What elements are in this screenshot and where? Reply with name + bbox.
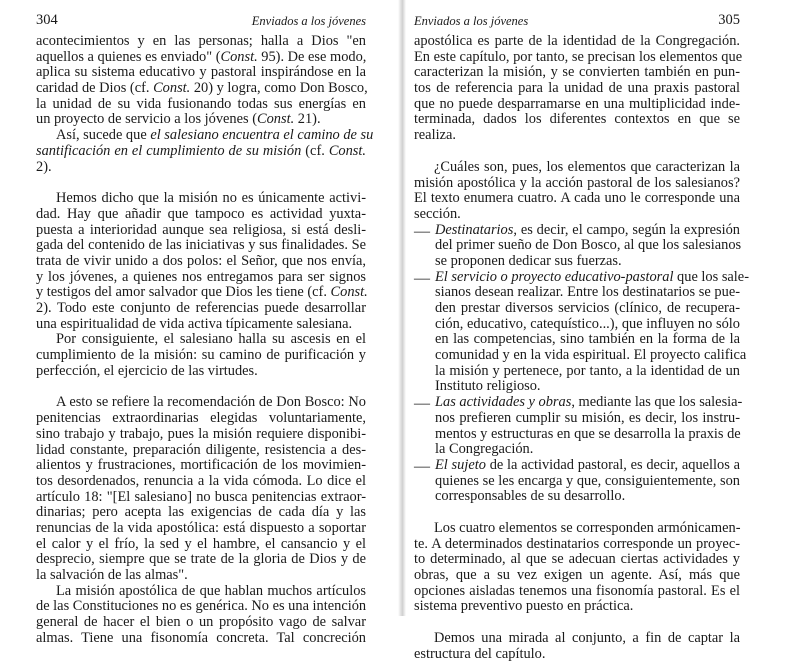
text-line: caracterizan la misión, y se convierten también en pun- <box>414 64 740 81</box>
text-line: Hemos dicho que la misión no es únicamente activi- <box>56 190 366 207</box>
text-line: aquellos a quienes es enviado" (Const. 95). De ese modo, <box>36 48 367 65</box>
text-line: corresponsables de su desarrollo. <box>435 488 626 505</box>
text-line: una espiritualidad de vida activa típicamente salesiana. <box>36 315 353 332</box>
list-dash: — <box>414 395 430 413</box>
list-item <box>414 268 749 396</box>
left-page-body <box>36 33 374 646</box>
text-line: lidad constante, preparación diligente, resistencia a des- <box>36 441 366 458</box>
text-line: sistema preventivo puesto en práctica. <box>414 598 634 615</box>
book-gutter <box>398 0 406 616</box>
list-dash: — <box>414 457 430 475</box>
text-line: de las Constituciones no es genérica. No es una intención <box>36 598 367 615</box>
list-dash: — <box>414 269 430 287</box>
right-page <box>414 0 749 662</box>
text-line: gada del contenido de las iniciativas y sus finalidades. Se <box>36 237 366 254</box>
text-line: santificación en el cumplimiento de su misión (cf. Const. <box>36 142 366 159</box>
text-line: dad. Hay que añadir que tampoco es actividad yuxta- <box>36 205 366 222</box>
text-line: obras, que a su vez exigen un agente. Así, más que <box>414 567 740 583</box>
text-line: trata de vivir unido a dos polos: el Señor, que nos envía, <box>36 252 366 269</box>
text-line: Los cuatro elementos se corresponden armónicamen- <box>434 519 741 536</box>
text-line: realiza. <box>414 127 456 144</box>
text-line: En este capítulo, por tanto, se precisan los elementos que <box>414 48 743 65</box>
text-line: mentos y estructuras en que se desarrolla la praxis de <box>435 425 741 442</box>
text-line: la Congregación. <box>435 441 534 458</box>
text-line: La misión apostólica de que hablan muchos artículos <box>56 582 366 599</box>
left-page-header <box>36 12 366 30</box>
text-line: artículo 18: "[El salesiano] no busca penitencias extraor- <box>36 488 366 505</box>
text-line: Por consiguiente, el salesiano halla su ascesis en el <box>56 331 366 348</box>
text-line: aplica su sistema educativo y pastoral inspirándose en la <box>36 64 366 81</box>
list-item <box>414 458 740 505</box>
text-line: ción, educativo, catequístico...), que influyen no sólo <box>435 315 740 332</box>
text-line: del primer sueño de Don Bosco, al que los salesianos <box>435 237 742 254</box>
text-line: que no puede desparramarse en una multiplicidad inde- <box>414 95 740 112</box>
text-line: dinarias; pero acepta las exigencias de cada día y las <box>36 504 366 521</box>
text-line: Destinatarios, es decir, el campo, según la expresión <box>435 221 740 238</box>
right-page-header <box>414 12 740 30</box>
text-line: penitencias extraordinarias elegidas voluntariamente, <box>36 410 366 427</box>
text-line: terminada, dados los diferentes contextos en que se <box>414 111 740 128</box>
text-line: renuncias de la vida apostólica: está dispuesto a soportar <box>36 519 366 536</box>
text-line: nos prefieren cumplir su misión, es decir, los instru- <box>435 409 740 426</box>
text-line: Las actividades y obras, mediante las que los salesia- <box>435 394 743 411</box>
text-line: den prestar diversos servicios (clínico, de recupera- <box>435 300 740 316</box>
text-line: cumplimiento de la misión: su camino de purificación y <box>36 347 366 364</box>
text-line: almas. Tiene una fisonomía concreta. Tal concreción <box>36 629 366 646</box>
page-number: 304 <box>36 12 58 28</box>
text-line: misión apostólica y la acción pastoral de los salesianos? <box>414 174 740 191</box>
text-line: A esto se refiere la recomendación de Don Bosco: No <box>56 394 366 411</box>
text-line: y testigos del amor salvador que Dios les tiene (cf. Const. <box>36 284 368 301</box>
text-line: alientos y frustraciones, mortificación de los movimien- <box>36 457 366 474</box>
text-line: y los jóvenes, a quienes nos entregamos para ser signos <box>36 268 366 285</box>
page-number: 305 <box>718 12 740 28</box>
text-line: 2). <box>36 158 52 175</box>
text-line: tos desordenados, renuncia a la vida cómoda. Lo dice el <box>36 472 366 489</box>
text-line: El texto enumera cuatro. A cada uno le corresponde una <box>414 190 740 207</box>
list-item <box>414 394 743 458</box>
text-line: desprecio, siempre que se trate de la gloria de Dios y de <box>36 551 366 568</box>
text-line: un proyecto de servicio a los jóvenes (Const. 21). <box>36 111 321 128</box>
text-line: Demos una mirada al conjunto, a fin de captar la <box>434 630 740 647</box>
text-line: El servicio o proyecto educativo-pastoral que los sale- <box>435 268 749 285</box>
text-line: 2). Todo este conjunto de referencias puede desarrollar <box>36 300 366 316</box>
running-head: Enviados a los jóvenes <box>414 14 529 28</box>
text-line: comunidad y en la vida espiritual. El proyecto califica <box>435 347 747 364</box>
text-line: te. A determinados destinatarios corresponde un proyec- <box>414 535 740 552</box>
text-line: opciones aisladas tenemos una fisonomía pastoral. Es el <box>414 582 740 599</box>
text-line: acontecimientos y en las personas; halla a Dios "en <box>36 33 366 49</box>
text-line: tos de referencia para la unidad de una praxis pastoral <box>414 80 740 97</box>
list-item <box>414 223 740 270</box>
text-line: el calor y el frío, la sed y el hambre, el cansancio y el <box>36 535 366 552</box>
text-line: perfección, el ejercicio de las virtudes. <box>36 362 258 379</box>
right-page-body <box>414 33 749 662</box>
left-page <box>36 0 374 646</box>
text-line: la misión y pertenece, por tanto, a la identidad de un <box>435 362 740 379</box>
text-line: estructura del capítulo. <box>414 645 546 662</box>
text-line: El sujeto de la actividad pastoral, es decir, aquellos a <box>435 456 740 473</box>
text-line: Así, sucede que el salesiano encuentra el camino de su <box>56 127 374 144</box>
text-line: to determinado, al que se adecuan ciertas actividades y <box>414 551 740 568</box>
text-line: se proponen dedicar sus fuerzas. <box>435 252 622 269</box>
text-line: en las competencias, sino también en la forma de la <box>435 331 740 348</box>
text-line: sianos desean realizar. Entre los destinatarios se pue- <box>435 284 740 301</box>
text-line: la unidad de su vida fusionando todas sus energías en <box>36 95 366 112</box>
text-line: puesta a interioridad aunque sea religiosa, si está desli- <box>36 221 366 238</box>
list-dash: — <box>414 222 430 240</box>
text-line: general de hacer el bien o un propósito vago de salvar <box>36 614 366 631</box>
text-line: sino trabajo y trabajo, pues la misión requiere disponibi- <box>36 425 366 442</box>
running-head: Enviados a los jóvenes <box>251 14 366 28</box>
text-line: ¿Cuáles son, pues, los elementos que caracterizan la <box>434 158 740 175</box>
text-line: sección. <box>414 205 461 222</box>
text-line: caridad de Dios (cf. Const. 20) y logra, como Don Bosco, <box>36 80 368 97</box>
text-line: Instituto religioso. <box>435 378 541 395</box>
text-line: apostólica es parte de la identidad de la Congregación. <box>414 33 740 49</box>
text-line: la salvación de las almas". <box>36 567 188 583</box>
text-line: quienes se les encarga y que, consiguientemente, son <box>435 472 740 489</box>
